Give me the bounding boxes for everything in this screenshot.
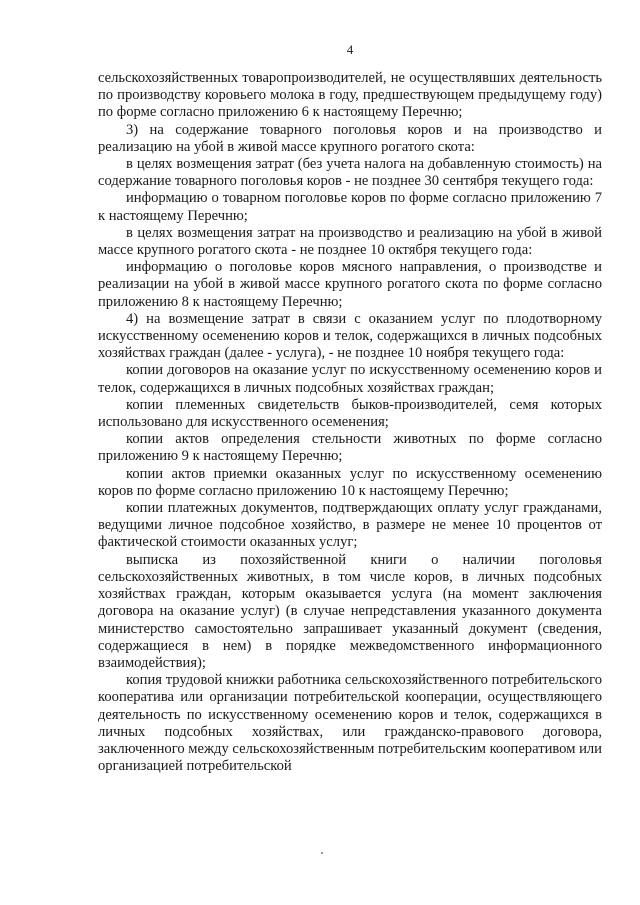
paragraph: информацию о поголовье коров мясного направления, о производстве и реализации на убой в живой массе крупного рогатого скота по форме согласно приложению 8 к настоящему Перечню; (98, 259, 602, 310)
paragraph: сельскохозяйственных товаропроизводителей, не осуществлявших деятельность по производству коровьего молока в году, предшествующем предыдущему году) по форме согласно приложению 6 к настоящему Перечню; (98, 70, 602, 121)
paragraph: 4) на возмещение затрат в связи с оказанием услуг по плодотворному искусственному осеменению коров и телок, содержащихся в личных подсобных хозяйствах граждан (далее - услуга), - не позднее 10 ноября текущего года: (98, 310, 602, 362)
scan-speck (321, 852, 323, 854)
paragraph: копии актов приемки оказанных услуг по искусственному осеменению коров по форме согласно приложению 10 к настоящему Перечню; (98, 465, 602, 499)
paragraph: 3) на содержание товарного поголовья коров и на производство и реализацию на убой в живой массе крупного рогатого скота: (98, 121, 602, 155)
paragraph: копия трудовой книжки работника сельскохозяйственного потребительского кооператива или организации потребительской кооперации, осуществляющего деятельность по искусственному осеменению коров и телок, содержащихся в личных подсобных хозяйствах, или гражданско-правового договора, заключенного между сельскохозяйственным потребительским кооперативом или организацией потребительской (98, 672, 602, 775)
page-number: 4 (346, 42, 354, 57)
paragraph: копии актов определения стельности животных по форме согласно приложению 9 к настоящему Перечню; (98, 431, 602, 465)
paragraph: информацию о товарном поголовье коров по форме согласно приложению 7 к настоящему Перечню; (98, 190, 602, 224)
paragraph: выписка из похозяйственной книги о наличии поголовья сельскохозяйственных животных, в том числе коров, в личных подсобных хозяйствах граждан, которым оказывается услуга (на момент заключения договора на оказание услуг) (в случае непредставления указанного документа министерство самостоятельно запрашивает указанный документ (сведения, содержащиеся в нем) в порядке межведомственного информационного взаимодействия); (98, 551, 602, 671)
paragraph: копии договоров на оказание услуг по искусственному осеменению коров и телок, содержащихся в личных подсобных хозяйствах граждан; (98, 362, 602, 396)
paragraph: копии платежных документов, подтверждающих оплату услуг гражданами, ведущими личное подсобное хозяйство, в размере не менее 10 процентов от фактической стоимости оказанных услуг; (98, 500, 602, 551)
paragraph: в целях возмещения затрат на производство и реализацию на убой в живой массе крупного рогатого скота - не позднее 10 октября текущего года: (98, 224, 602, 259)
paragraph: в целях возмещения затрат (без учета налога на добавленную стоимость) на содержание товарного поголовья коров - не позднее 30 сентября текущего года: (98, 156, 602, 190)
paragraph: копии племенных свидетельств быков-производителей, семя которых использовано для искусственного осеменения; (98, 396, 602, 431)
